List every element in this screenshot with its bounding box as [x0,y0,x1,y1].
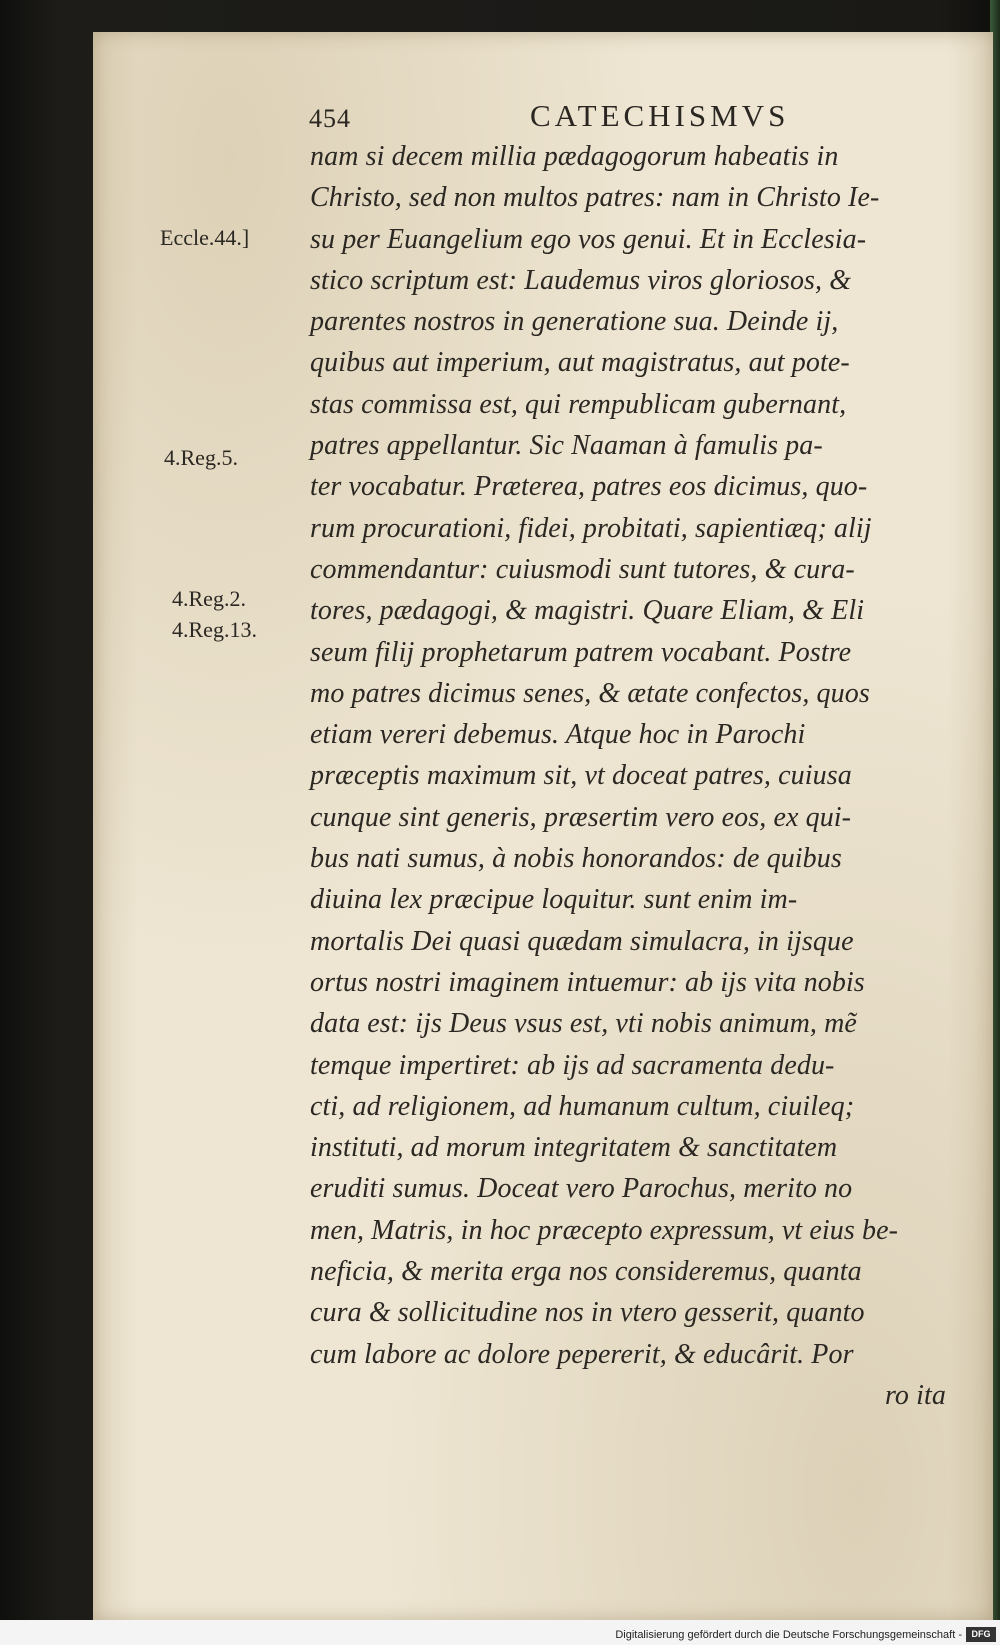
text-line: bus nati sumus, à nobis honorandos: de quibus [310,843,842,875]
text-line: rum procurationi, fidei, probitati, sapientiæq; alij [310,512,872,544]
text-line: patres appellantur. Sic Naaman à famulis pa- [310,430,823,462]
dfg-logo-icon: DFG [966,1627,996,1642]
text-line: tores, pædagogi, & magistri. Quare Eliam, & Eli [310,595,865,627]
text-line: data est: ijs Deus vsus est, vti nobis animum, mẽ [310,1008,857,1040]
running-head: CATECHISMVS [530,98,790,133]
text-line: cti, ad religionem, ad humanum cultum, ciuileq; [310,1090,855,1122]
text-line: neficia, & merita erga nos consideremus, quanta [310,1256,862,1288]
text-line: cum labore ac dolore pepererit, & educârit. Por [310,1338,854,1370]
text-line: instituti, ad morum integritatem & sanctitatem [310,1132,838,1164]
marginal-reference: Eccle.44.] [160,225,250,250]
funding-credit: Digitalisierung gefördert durch die Deutsche Forschungsgemeinschaft - [615,1629,962,1641]
text-line: eruditi sumus. Doceat vero Parochus, merito no [310,1173,853,1205]
text-line: cura & sollicitudine nos in vtero gesserit, quanto [310,1297,865,1329]
text-line: ortus nostri imaginem intuemur: ab ijs vita nobis [310,966,865,998]
text-line: etiam vereri debemus. Atque hoc in Parochi [310,719,806,751]
text-line: seum filij prophetarum patrem vocabant. Postre [310,636,852,668]
marginal-reference: 4.Reg.2. [172,586,246,611]
text-line: quibus aut imperium, aut magistratus, aut pote- [310,347,850,379]
marginal-reference: 4.Reg.13. [172,617,257,642]
text-line: men, Matris, in hoc præcepto expressum, vt eius be- [310,1214,899,1246]
marginal-reference: 4.Reg.5. [164,445,238,470]
text-line: diuina lex præcipue loquitur. sunt enim im- [310,884,798,916]
text-line: præceptis maximum sit, vt doceat patres, cuiusa [310,760,852,792]
text-line: nam si decem millia pædagogorum habeatis in [310,141,839,172]
text-line: stas commissa est, qui rempublicam gubernant, [310,388,847,420]
text-line: cunque sint generis, præsertim vero eos, ex qui- [310,801,852,833]
text-line: stico scriptum est: Laudemus viros gloriosos, & [310,264,852,296]
body-text [310,136,990,1416]
text-line: mo patres dicimus senes, & ætate confectos, quos [310,677,870,709]
text-line: mortalis Dei quasi quædam simulacra, in ijsque [310,925,854,957]
text-line: ter vocabatur. Præterea, patres eos dicimus, quo- [310,471,868,503]
catchword: ro ita [884,1379,946,1411]
text-line: parentes nostros in generatione sua. Deinde ij, [310,306,839,338]
text-line: Christo, sed non multos patres: nam in Christo Ie- [310,182,880,214]
text-line: su per Euangelium ego vos genui. Et in Ecclesia- [310,223,867,255]
text-line: temque impertiret: ab ijs ad sacramenta dedu- [310,1049,835,1081]
text-line: commendantur: cuiusmodi sunt tutores, & cura- [310,553,855,585]
page-number: 454 [309,104,351,133]
